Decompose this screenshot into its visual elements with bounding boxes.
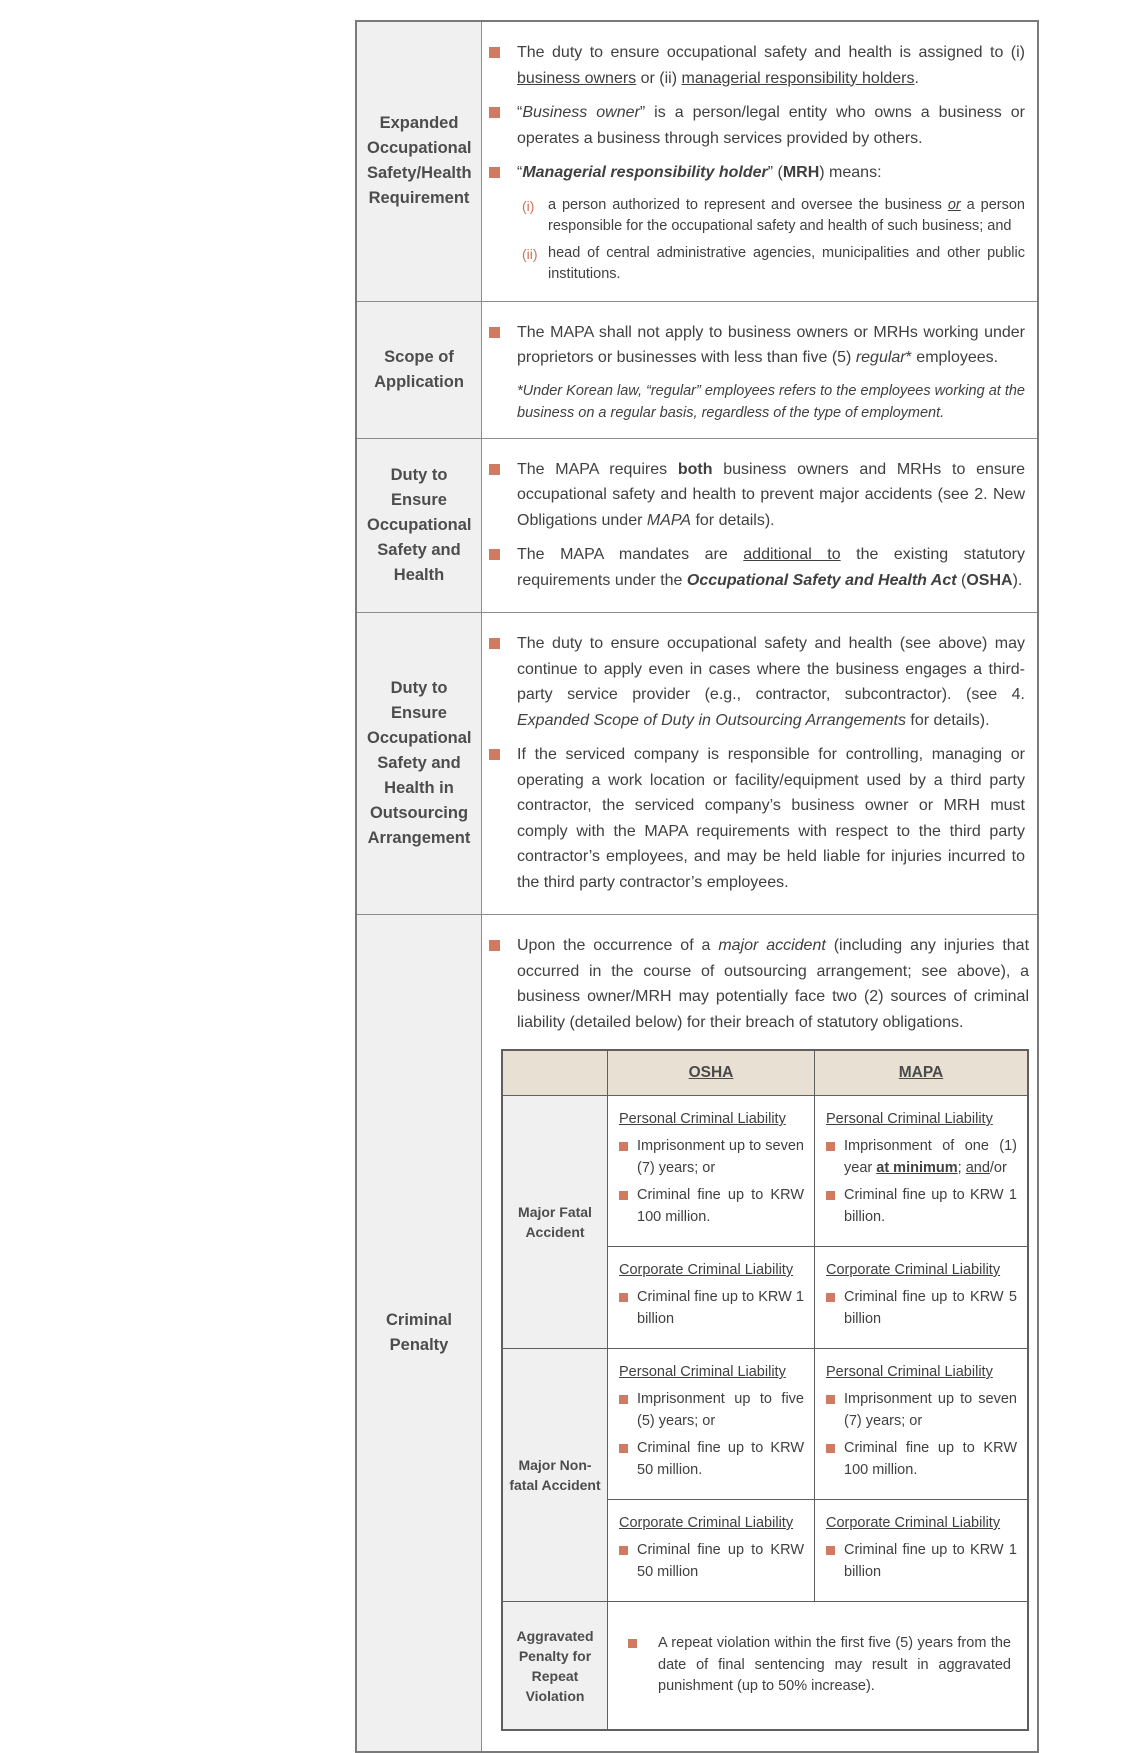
row-content-cell bbox=[482, 439, 1037, 613]
text-segment: for details). bbox=[905, 711, 990, 729]
penalty-bullet-item bbox=[826, 1287, 1017, 1330]
text-segment: Imprisonment of one (1) year bbox=[844, 1138, 1017, 1176]
row-content-cell bbox=[482, 613, 1037, 914]
text-segment: ; bbox=[957, 1159, 966, 1176]
nonfatal-mapa-personal-cell bbox=[814, 1348, 1027, 1499]
text-segment: business owners bbox=[517, 69, 637, 87]
penalty-bullet-text bbox=[637, 1540, 804, 1583]
text-segment: Criminal fine up to KRW 1 billion. bbox=[844, 1187, 1017, 1225]
penalty-bullet-text bbox=[637, 1185, 804, 1228]
text-segment: head of central administrative agencies, municipalities and other public institutions. bbox=[548, 244, 1025, 282]
text-segment: The MAPA requires bbox=[517, 460, 678, 478]
liability-heading: Personal Criminal Liability bbox=[826, 1111, 993, 1127]
text-segment: ) means: bbox=[819, 164, 882, 181]
row-label-cell bbox=[357, 302, 482, 438]
liability-heading: Personal Criminal Liability bbox=[619, 1364, 786, 1380]
row-content-cell bbox=[482, 302, 1037, 438]
bullet-square-icon bbox=[619, 1444, 628, 1453]
bullet-text bbox=[517, 40, 1025, 91]
nonfatal-mapa-corporate-cell bbox=[814, 1499, 1027, 1601]
bullet-square-icon bbox=[826, 1191, 835, 1200]
penalty-bullet-item bbox=[826, 1540, 1017, 1583]
bullet-item bbox=[489, 933, 1029, 1035]
bullet-square-icon bbox=[628, 1639, 637, 1648]
penalty-comparison-table bbox=[501, 1049, 1029, 1731]
text-segment: and bbox=[965, 1159, 990, 1176]
fatal-mapa-personal-cell bbox=[814, 1095, 1027, 1246]
penalty-bullet-item bbox=[619, 1287, 804, 1330]
fatal-mapa-corporate-cell bbox=[814, 1246, 1027, 1348]
row-label-cell bbox=[357, 439, 482, 613]
row-label: Duty to Ensure Occupational Safety and Health bbox=[367, 465, 472, 584]
text-segment: Imprisonment up to five (5) years; or bbox=[637, 1391, 804, 1429]
penalty-bullet-text bbox=[844, 1540, 1017, 1583]
text-segment: managerial responsibility holders bbox=[681, 69, 915, 87]
row-label: Scope of Application bbox=[374, 347, 464, 391]
bullet-square-icon bbox=[619, 1293, 628, 1302]
penalty-bullet-text bbox=[658, 1633, 1011, 1698]
text-segment: additional to bbox=[743, 546, 841, 563]
text-segment: or bbox=[947, 196, 961, 213]
text-segment: at minimum bbox=[876, 1159, 958, 1176]
penalty-row-label: Major Fatal Accident bbox=[518, 1204, 592, 1240]
liability-heading: Corporate Criminal Liability bbox=[826, 1262, 1001, 1278]
text-segment: Imprisonment up to seven (7) years; or bbox=[637, 1138, 804, 1176]
bullet-square-icon bbox=[489, 940, 500, 951]
bullet-item bbox=[489, 742, 1025, 895]
penalty-bullet-item bbox=[619, 1136, 804, 1179]
text-segment: MRH bbox=[782, 164, 820, 181]
fatal-osha-personal-cell bbox=[607, 1095, 814, 1246]
text-segment: Managerial responsibility holder bbox=[522, 164, 768, 181]
text-segment: Criminal fine up to KRW 1 billion bbox=[844, 1542, 1017, 1580]
row-label-cell bbox=[357, 915, 482, 1751]
bullet-item bbox=[489, 457, 1025, 534]
bullet-square-icon bbox=[489, 464, 500, 475]
liability-heading: Corporate Criminal Liability bbox=[619, 1262, 794, 1278]
table-row-expanded-requirement bbox=[357, 22, 1037, 301]
table-row-scope-of-application bbox=[357, 301, 1037, 438]
text-segment: a person authorized to represent and oversee the business bbox=[548, 196, 948, 213]
bullet-square-icon bbox=[619, 1191, 628, 1200]
bullet-text bbox=[517, 160, 1025, 186]
bullet-item bbox=[489, 542, 1025, 593]
bullet-text bbox=[517, 542, 1025, 593]
penalty-bullet-item bbox=[624, 1633, 1011, 1698]
text-segment: The duty to ensure occupational safety and health (see above) may continue to apply even in cases where the business engages a third-party service provider (e.g., contractor, subcontractor). (see 4. bbox=[517, 635, 1025, 703]
row-label-cell bbox=[357, 613, 482, 914]
bullet-square-icon bbox=[489, 107, 500, 118]
penalty-bullet-text bbox=[844, 1438, 1017, 1481]
text-segment: /or bbox=[989, 1159, 1007, 1176]
mapa-column-header: MAPA bbox=[898, 1064, 944, 1081]
text-segment: ” ( bbox=[767, 164, 783, 181]
penalty-row-label: Aggravated Penalty for Repeat Violation bbox=[516, 1627, 594, 1704]
penalty-bullet-text bbox=[637, 1389, 804, 1432]
penalty-bullet-text bbox=[637, 1136, 804, 1179]
text-segment: Criminal fine up to KRW 50 million bbox=[637, 1542, 804, 1580]
row-content-cell bbox=[482, 22, 1037, 301]
penalty-header-osha-cell bbox=[607, 1051, 814, 1095]
penalty-label-major-fatal bbox=[503, 1095, 607, 1348]
bullet-square-icon bbox=[826, 1293, 835, 1302]
text-segment: Expanded Scope of Duty in Outsourcing Arrangements bbox=[517, 711, 906, 729]
text-segment: business owners and MRHs to ensure occupational safety and health to prevent major accidents (see 2. New Obligations under bbox=[517, 460, 1026, 529]
bullet-item bbox=[489, 160, 1025, 186]
penalty-bullet-item bbox=[619, 1438, 804, 1481]
text-segment: Occupational Safety and Health Act bbox=[686, 571, 957, 589]
sub-item bbox=[522, 195, 1025, 238]
table-row-duty-to-ensure bbox=[357, 438, 1037, 613]
footnote-text bbox=[517, 380, 1025, 424]
bullet-text bbox=[517, 320, 1025, 371]
text-segment: . bbox=[914, 69, 919, 87]
bullet-square-icon bbox=[489, 638, 500, 649]
penalty-bullet-item bbox=[619, 1540, 804, 1583]
penalty-bullet-text bbox=[844, 1185, 1017, 1228]
bullet-square-icon bbox=[826, 1142, 835, 1151]
sub-item-text bbox=[548, 195, 1025, 238]
repeat-violation-content-cell bbox=[607, 1601, 1027, 1729]
text-segment: a person responsible for the occupational safety and health of such business; and bbox=[548, 196, 1025, 234]
liability-heading: Corporate Criminal Liability bbox=[619, 1515, 794, 1531]
penalty-bullet-text bbox=[637, 1438, 804, 1481]
text-segment: Upon the occurrence of a bbox=[517, 937, 719, 954]
text-segment: regular bbox=[855, 349, 906, 366]
row-label: Criminal Penalty bbox=[385, 1311, 453, 1354]
liability-heading: Corporate Criminal Liability bbox=[826, 1515, 1001, 1531]
bullet-square-icon bbox=[826, 1444, 835, 1453]
penalty-bullet-text bbox=[844, 1287, 1017, 1330]
bullet-square-icon bbox=[489, 327, 500, 338]
bullet-square-icon bbox=[489, 549, 500, 560]
text-segment: ( bbox=[956, 571, 967, 589]
text-segment: *Under Korean law, “regular” employees refers to the employees working at the business on a regular basis, regardless of the type of employment. bbox=[517, 382, 1025, 421]
bullet-text bbox=[517, 100, 1025, 151]
bullet-text bbox=[517, 457, 1025, 534]
text-segment: A repeat violation within the first five (5) years from the date of final sentencing may result in aggravated punishment (up to 50% increase). bbox=[658, 1635, 1011, 1695]
liability-heading: Personal Criminal Liability bbox=[826, 1364, 993, 1380]
table-row-duty-outsourcing bbox=[357, 612, 1037, 914]
bullet-square-icon bbox=[489, 167, 500, 178]
text-segment: ). bbox=[1012, 571, 1023, 589]
sub-item-text bbox=[548, 243, 1025, 286]
text-segment: If the serviced company is responsible for controlling, managing or operating a work location or facility/equipment used by a third party contractor, the serviced company’s business owner or MRH must comply with the MAPA requirements with respect to the third party contractor’s employees, and may be held liable for injuries incurred to the third party contractor’s employees. bbox=[517, 746, 1025, 891]
nonfatal-osha-corporate-cell bbox=[607, 1499, 814, 1601]
bullet-square-icon bbox=[826, 1395, 835, 1404]
text-segment: the existing statutory requirements under the bbox=[517, 546, 1025, 589]
penalty-bullet-item bbox=[826, 1438, 1017, 1481]
penalty-header-mapa-cell bbox=[814, 1051, 1027, 1095]
sub-item bbox=[522, 243, 1025, 286]
penalty-bullet-text bbox=[844, 1389, 1017, 1432]
penalty-bullet-item bbox=[826, 1136, 1017, 1179]
row-label: Duty to Ensure Occupational Safety and Health in Outsourcing Arrangement bbox=[367, 679, 472, 847]
text-segment: or (ii) bbox=[636, 69, 682, 87]
penalty-header-blank-cell bbox=[503, 1051, 607, 1095]
bullet-item bbox=[489, 40, 1025, 91]
text-segment: “ bbox=[517, 104, 523, 121]
penalty-row-label: Major Non-fatal Accident bbox=[509, 1457, 601, 1493]
row-label-cell bbox=[357, 22, 482, 301]
penalty-bullet-text bbox=[637, 1287, 804, 1330]
text-segment: (including any injuries that occurred in the course of outsourcing arrangement; see above), a business owner/MRH may potentially face two (2) sources of criminal liability (detailed below) for their breach of statutory obligations. bbox=[517, 937, 1030, 1031]
text-segment: ” is a person/legal entity who owns a business or operates a business through services provided by others. bbox=[517, 104, 1025, 147]
bullet-square-icon bbox=[619, 1142, 628, 1151]
bullet-square-icon bbox=[489, 749, 500, 760]
text-segment: The duty to ensure occupational safety and health is assigned to (i) bbox=[517, 44, 1025, 61]
bullet-text bbox=[517, 742, 1025, 895]
text-segment: The MAPA mandates are bbox=[517, 546, 744, 563]
penalty-bullet-item bbox=[619, 1185, 804, 1228]
sub-item-marker: (ii) bbox=[522, 245, 538, 262]
bullet-square-icon bbox=[619, 1395, 628, 1404]
penalty-bullet-item bbox=[826, 1185, 1017, 1228]
bullet-text bbox=[517, 933, 1029, 1035]
text-segment: Criminal fine up to KRW 50 million. bbox=[637, 1440, 804, 1478]
bullet-item bbox=[489, 100, 1025, 151]
bullet-item bbox=[489, 631, 1025, 733]
text-segment: for details). bbox=[691, 511, 775, 529]
text-segment: Imprisonment up to seven (7) years; or bbox=[844, 1391, 1017, 1429]
bullet-square-icon bbox=[489, 47, 500, 58]
row-label: Expanded Occupational Safety/Health Requirement bbox=[367, 114, 472, 208]
text-segment: major accident bbox=[718, 937, 826, 954]
bullet-square-icon bbox=[619, 1546, 628, 1555]
text-segment: Criminal fine up to KRW 100 million. bbox=[637, 1187, 804, 1225]
penalty-bullet-item bbox=[826, 1389, 1017, 1432]
osha-column-header: OSHA bbox=[688, 1064, 734, 1081]
text-segment: MAPA bbox=[646, 511, 692, 529]
text-segment: Criminal fine up to KRW 5 billion bbox=[844, 1289, 1017, 1327]
bullet-text bbox=[517, 631, 1025, 733]
liability-heading: Personal Criminal Liability bbox=[619, 1111, 786, 1127]
fatal-osha-corporate-cell bbox=[607, 1246, 814, 1348]
mapa-overview-table bbox=[355, 20, 1039, 1753]
penalty-label-major-nonfatal bbox=[503, 1348, 607, 1601]
penalty-bullet-text bbox=[844, 1136, 1017, 1179]
penalty-label-repeat-violation bbox=[503, 1601, 607, 1729]
penalty-bullet-item bbox=[619, 1389, 804, 1432]
text-segment: Criminal fine up to KRW 100 million. bbox=[844, 1440, 1017, 1478]
text-segment: OSHA bbox=[966, 571, 1013, 589]
text-segment: both bbox=[677, 460, 713, 478]
nonfatal-osha-personal-cell bbox=[607, 1348, 814, 1499]
bullet-item bbox=[489, 320, 1025, 371]
text-segment: The MAPA shall not apply to business owners or MRHs working under proprietors or businesses with less than five (5) bbox=[517, 323, 1025, 366]
row-content-cell bbox=[482, 915, 1041, 1751]
text-segment: Business owner bbox=[522, 104, 640, 121]
text-segment: * employees. bbox=[905, 349, 999, 366]
table-row-criminal-penalty bbox=[357, 914, 1037, 1751]
text-segment: “ bbox=[517, 164, 523, 181]
bullet-square-icon bbox=[826, 1546, 835, 1555]
text-segment: Criminal fine up to KRW 1 billion bbox=[637, 1289, 804, 1327]
sub-item-marker: (i) bbox=[522, 197, 535, 214]
